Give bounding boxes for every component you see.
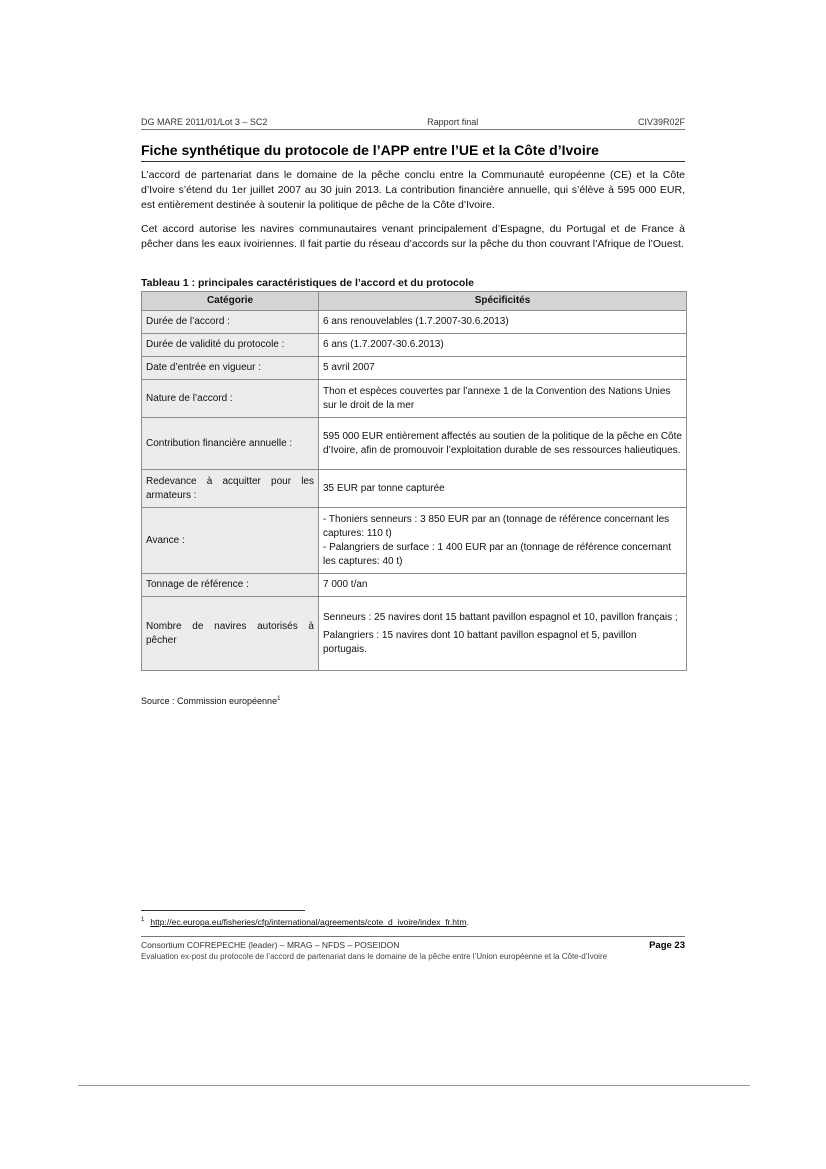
detail-text: 6 ans renouvelables (1.7.2007-30.6.2013) [323,316,509,327]
footnote-ref: 1 [277,696,281,702]
detail-text: Palangriers : 15 navires dont 10 battant pavillon espagnol et 5, pavillon portugais. [323,629,637,655]
detail-text: Senneurs : 25 navires dont 15 battant pavillon espagnol et 10, pavillon français ; [323,611,678,623]
table-row [142,334,687,357]
row-details [319,597,687,671]
table-row [142,597,687,671]
row-category: Redevance à acquitter pour les armateurs : [142,470,319,508]
detail-text: 6 ans (1.7.2007-30.6.2013) [323,339,444,350]
running-header [141,117,685,130]
header-left: DG MARE 2011/01/Lot 3 – SC2 [141,117,268,127]
row-details [319,574,687,597]
footer-subtitle: Evaluation ex-post du protocole de l’accord de partenariat dans le domaine de la pêche entre l’Union européenne et la Côte-d’Ivoire [141,952,608,961]
row-category: Tonnage de référence : [142,574,319,597]
intro-paragraph: L’accord de partenariat dans le domaine de la pêche conclu entre la Communauté européenne (CE) et la Côte d’Ivoire s’étend du 1er juillet 2007 au 30 juin 2013. La contribution financière annuelle, qui s’élève à 595 000 EUR, est entièrement destinée à soutenir la politique de pêche de la Côte d’Ivoire. [141,169,685,211]
footer-separator [141,936,685,937]
row-category: Contribution financière annuelle : [142,418,319,470]
detail-text: 595 000 EUR entièrement affectés au soutien de la politique de la pêche en Côte d’Ivoire, afin de promouvoir l’exploitation durable de ses ressources halieutiques. [323,430,682,456]
characteristics-table [141,291,687,671]
page-number: Page 23 [649,940,685,951]
detail-text: 7 000 t/an [323,579,368,590]
row-details [319,418,687,470]
row-details [319,470,687,508]
header-right: CIV39R02F [637,117,685,127]
header-category: Catégorie [142,292,319,311]
footer-consortium: Consortium COFREPECHE (leader) – MRAG – NFDS – POSEIDON [141,940,400,950]
page-bottom-rule [78,1085,750,1086]
row-category: Nombre de navires autorisés à pêcher [142,597,319,671]
header-center: Rapport final [427,117,479,127]
row-category: Durée de l’accord : [142,311,319,334]
section-title: Fiche synthétique du protocole de l’APP entre l’UE et la Côte d’Ivoire [141,142,685,162]
table-row [142,380,687,418]
footnote [141,917,469,927]
row-details [319,334,687,357]
row-category: Avance : [142,508,319,574]
detail-text: Thon et espèces couvertes par l’annexe 1 de la Convention des Nations Unies sur le droit de la mer [323,385,671,411]
row-details [319,311,687,334]
table-row [142,357,687,380]
row-category: Durée de validité du protocole : [142,334,319,357]
footnote-link[interactable]: http://ec.europa.eu/fisheries/cfp/international/agreements/cote_d_ivoire/index_fr.htm [150,917,467,927]
row-category: Nature de l’accord : [142,380,319,418]
header-specifics: Spécificités [319,292,687,311]
row-details [319,380,687,418]
footnote-suffix: . [466,917,469,927]
footnote-separator [141,910,305,911]
source-text: Source : Commission européenne [141,696,278,706]
row-details [319,508,687,574]
detail-text: - Thoniers senneurs : 3 850 EUR par an (tonnage de référence concernant les captures: 110 t) - Palangriers de surface : 1 400 EUR par an (tonnage de référence concernant les captures: 40 t) [323,513,671,567]
footnote-number: 1 [141,917,145,924]
table-caption: Tableau 1 : principales caractéristiques de l’accord et du protocole [141,277,474,289]
row-category: Date d’entrée en vigueur : [142,357,319,380]
row-details [319,357,687,380]
table-row [142,470,687,508]
table-header-row [142,292,687,311]
table-row [142,311,687,334]
table-source [141,696,280,706]
detail-text: 35 EUR par tonne capturée [323,482,445,494]
detail-text: 5 avril 2007 [323,362,375,373]
table-row [142,508,687,574]
table-row [142,418,687,470]
scope-paragraph: Cet accord autorise les navires communautaires venant principalement d’Espagne, du Portugal et de France à pêcher dans les eaux ivoiriennes. Il fait partie du réseau d’accords sur la pêche du thon couvrant l’Afrique de l’Ouest. [141,223,685,250]
footer-line [141,940,685,951]
table-row [142,574,687,597]
